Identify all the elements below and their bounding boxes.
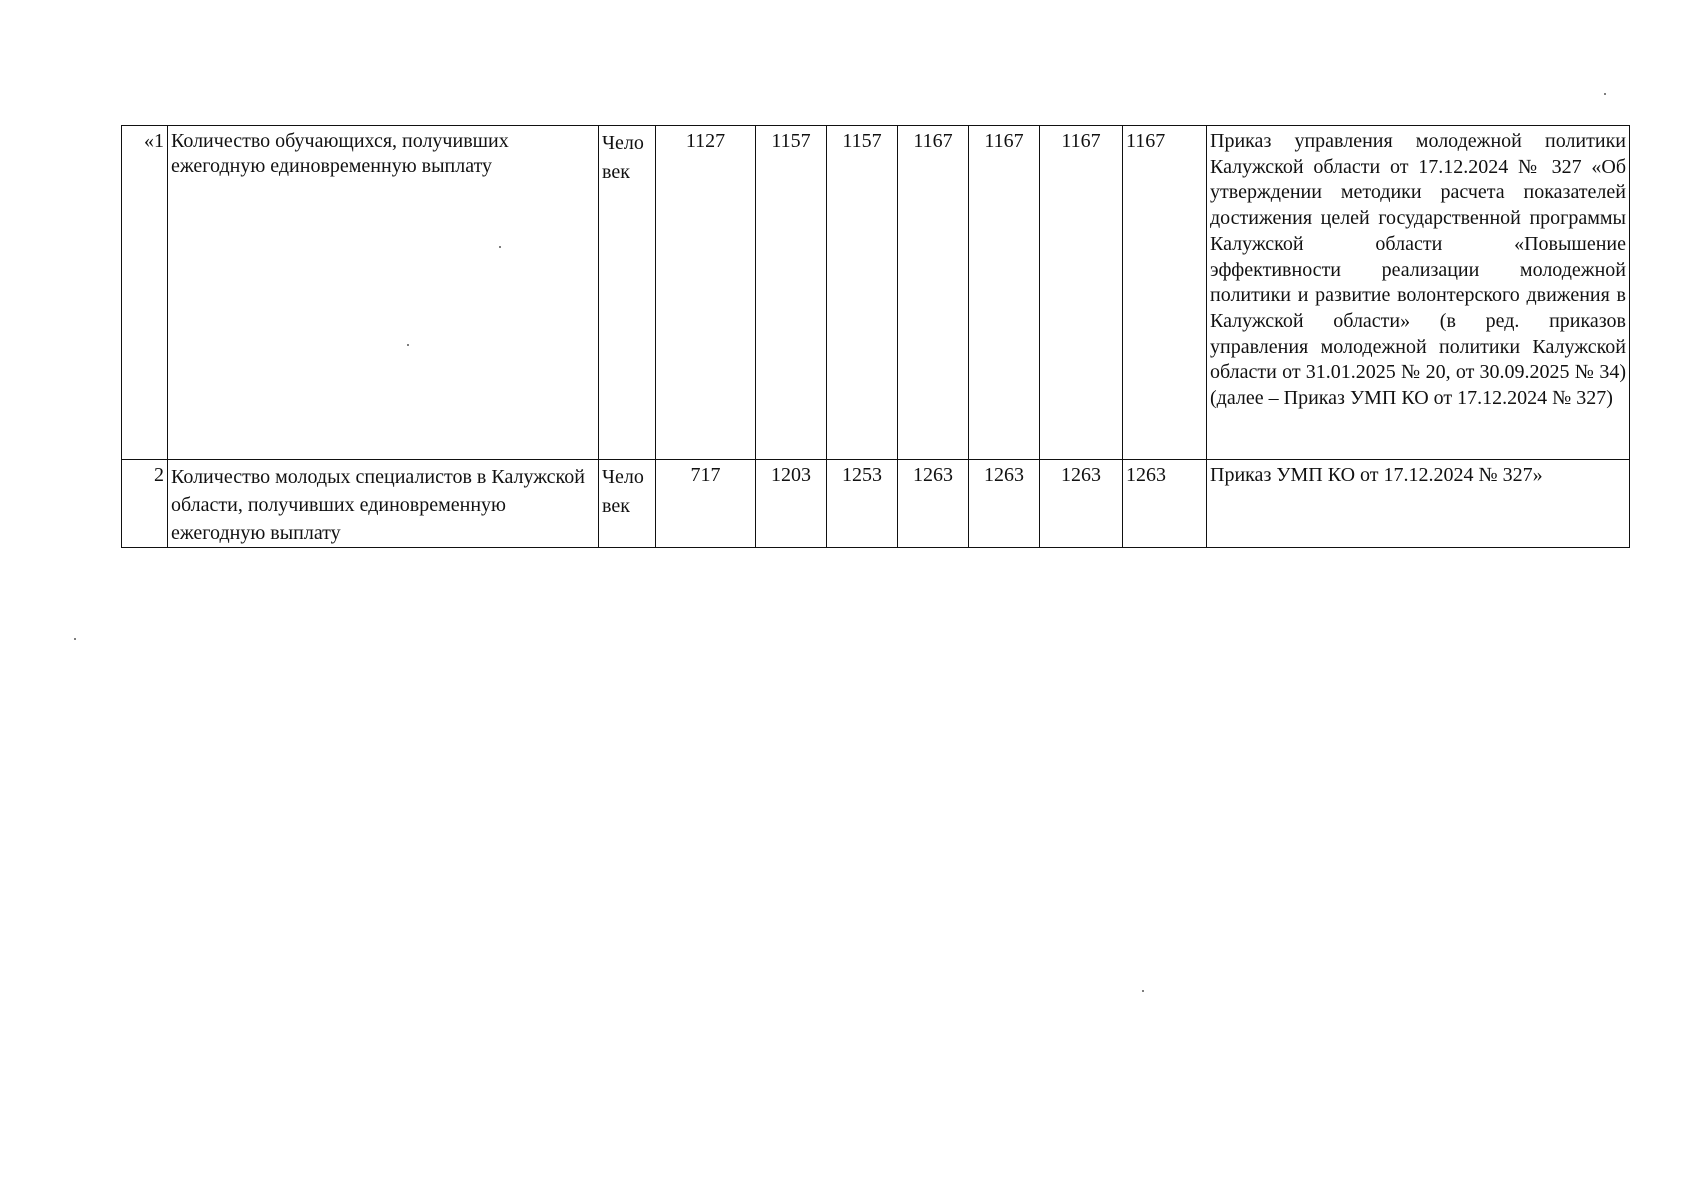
scan-speck bbox=[499, 246, 501, 248]
row-number: 2 bbox=[122, 460, 168, 548]
value-cell: 1263 bbox=[1123, 460, 1207, 548]
value-cell: 1157 bbox=[756, 126, 827, 460]
value-cell: 1157 bbox=[827, 126, 898, 460]
value-cell: 1167 bbox=[969, 126, 1040, 460]
value-cell: 1203 bbox=[756, 460, 827, 548]
table-row bbox=[122, 126, 1630, 460]
value-cell: 1253 bbox=[827, 460, 898, 548]
value-cell: 717 bbox=[656, 460, 756, 548]
scan-speck bbox=[74, 638, 76, 640]
scan-speck bbox=[1142, 990, 1144, 992]
indicator-name: Количество обучающихся, получивших ежегодную единовременную выплату bbox=[168, 126, 599, 460]
value-cell: 1127 bbox=[656, 126, 756, 460]
indicator-name: Количество молодых специалистов в Калужской области, получивших единовременную ежегодную выплату bbox=[168, 460, 599, 548]
value-cell: 1167 bbox=[1123, 126, 1207, 460]
value-cell: 1167 bbox=[1040, 126, 1123, 460]
value-cell: 1263 bbox=[969, 460, 1040, 548]
source-document: Приказ управления молодежной политики Калужской области от 17.12.2024 № 327 «Об утверждении методики расчета показателей достижения целей государственной программы Калужской области «Повышение эффективности реализации молодежной политики и развитие волонтерского движения в Калужской области» (в ред. приказов управления молодежной политики Калужской области от 31.01.2025 № 20, от 30.09.2025 № 34) (далее – Приказ УМП КО от 17.12.2024 № 327) bbox=[1207, 126, 1630, 460]
scan-speck bbox=[407, 344, 409, 346]
value-cell: 1263 bbox=[1040, 460, 1123, 548]
source-document: Приказ УМП КО от 17.12.2024 № 327» bbox=[1207, 460, 1630, 548]
value-cell: 1167 bbox=[898, 126, 969, 460]
row-number: «1 bbox=[122, 126, 168, 460]
unit-cell: Чело век bbox=[599, 126, 656, 460]
table-row bbox=[122, 460, 1630, 548]
indicators-table bbox=[121, 125, 1630, 548]
value-cell: 1263 bbox=[898, 460, 969, 548]
unit-cell: Чело век bbox=[599, 460, 656, 548]
scan-speck bbox=[1604, 93, 1606, 95]
